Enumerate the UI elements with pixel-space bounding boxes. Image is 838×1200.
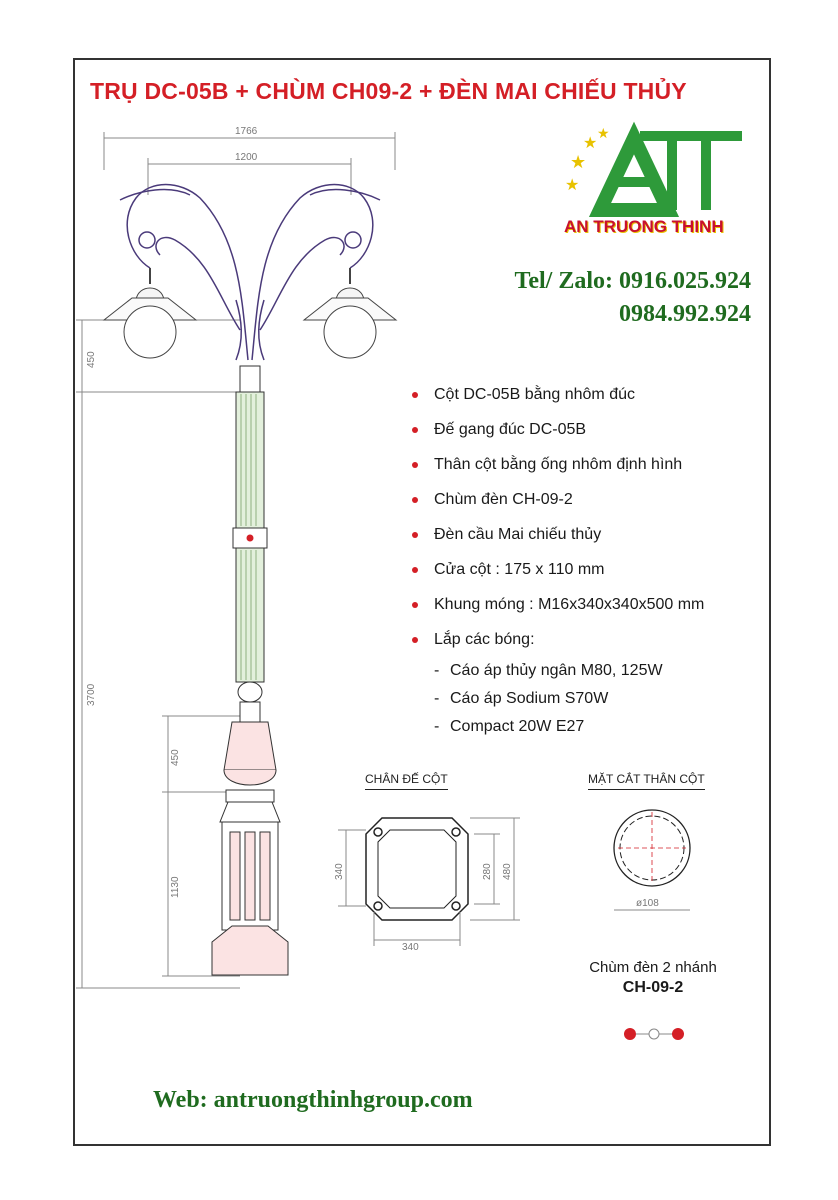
spec-list [412,380,704,660]
spec-item: Khung móng : M16x340x340x500 mm [412,590,704,625]
svg-text:★: ★ [565,177,580,194]
bulb-list [434,657,663,741]
shaft-section-drawing [614,810,690,910]
base-height-label: 340 [334,863,345,880]
svg-text:★: ★ [597,125,610,141]
bulb-item: - Cáo áp Sodium S70W [434,690,609,707]
base-plate-drawing [366,818,468,920]
section-diameter-label: ø108 [636,898,659,909]
contact-block [515,265,751,331]
svg-text:★: ★ [583,135,598,152]
tel-line: Tel/ Zalo: 0916.025.924 [514,268,751,294]
pole-base [212,682,288,975]
brand-name: AN TRUONG THINH [564,217,724,236]
dim-arm-spacing: 1200 [235,152,258,163]
spec-item: Đế gang đúc DC-05B [412,415,704,450]
svg-text:★: ★ [570,152,587,172]
pole-shaft [233,366,267,682]
section-label: MẶT CẮT THÂN CỘT [588,772,705,790]
spec-item: Chùm đèn CH-09-2 [412,485,704,520]
dim-lamp-height: 450 [86,351,97,368]
base-plate-label: CHÂN ĐẾ CỘT [365,772,448,790]
tel-line-2: 0984.992.924 [619,301,751,327]
dots-connector [624,1028,684,1040]
bulb-item: - Compact 20W E27 [434,718,585,735]
base-width-label: 340 [402,942,419,953]
spec-item: Lắp các bóng: [412,625,704,660]
spec-item: Cột DC-05B bằng nhôm đúc [412,380,704,415]
spec-item: Đèn cầu Mai chiếu thủy [412,520,704,555]
page-title: TRỤ DC-05B + CHÙM CH09-2 + ĐÈN MAI CHIẾU THỦY [90,78,687,104]
company-logo [565,125,742,210]
caption-code: CH-09-2 [622,979,684,996]
bolt-spacing-label: 280 [482,863,493,880]
caption-line: Chùm đèn 2 nhánh [589,959,717,976]
bulb-item: - Cáo áp thủy ngân M80, 125W [434,662,663,679]
chandelier-caption [548,958,758,998]
dim-pole-height: 3700 [86,683,97,706]
spec-item: Cửa cột : 175 x 110 mm [412,555,704,590]
spec-item: Thân cột bằng ống nhôm định hình [412,450,704,485]
dim-top-width: 1766 [235,126,258,137]
lamp-left [104,268,196,358]
lamp-right [304,268,396,358]
base-depth-label: 480 [502,863,513,880]
website-link[interactable]: Web: antruongthinhgroup.com [153,1087,473,1113]
dim-base-upper: 450 [170,749,181,766]
dim-base-lower: 1130 [170,876,181,898]
